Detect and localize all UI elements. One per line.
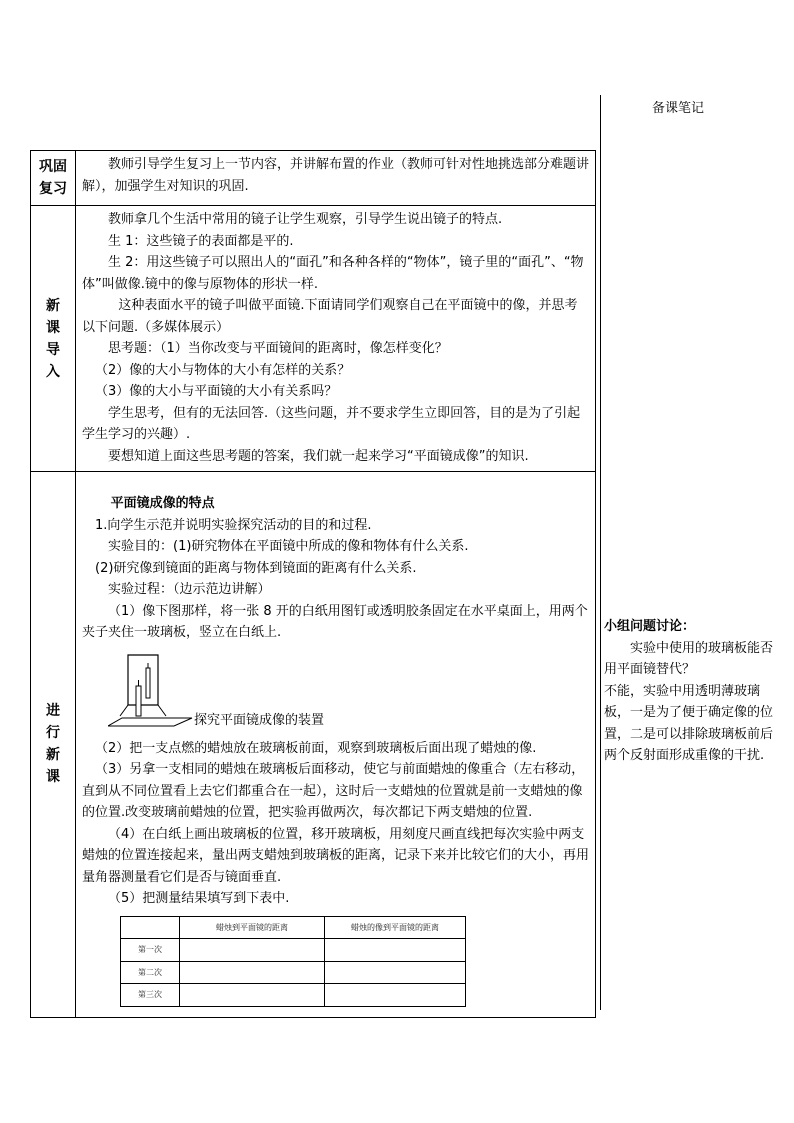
lesson-content — [76, 472, 596, 1018]
mirror-apparatus-figure — [82, 650, 589, 736]
intro-paragraph: 生 1：这些镜子的表面都是平的. — [108, 233, 294, 249]
label-char: 巩固 — [39, 159, 67, 175]
group-discussion-note — [604, 616, 782, 767]
table-cell — [180, 984, 325, 1007]
margin-divider — [600, 95, 601, 1010]
label-char: 导 — [46, 341, 60, 358]
lesson-plan-table — [30, 150, 596, 1018]
label-char: 新 — [46, 297, 60, 314]
discussion-answer: 不能，实验中用透明薄玻璃板，一是为了便于确定像的位置，二是可以排除玻璃板前后两个反射面形成重像的干扰. — [604, 683, 774, 763]
label-char: 课 — [46, 319, 60, 336]
label-char: 行 — [46, 725, 60, 742]
table-row — [121, 984, 466, 1007]
review-paragraph: 教师引导学生复习上一节内容，并讲解布置的作业（教师可针对性地挑选部分难题讲解），加强学生对知识的巩固. — [82, 157, 590, 194]
lesson-paragraph: 实验目的：(1)研究物体在平面镜中所成的像和物体有什么关系. — [108, 539, 469, 554]
lesson-paragraph: 实验过程：（边示范边讲解） — [108, 582, 271, 597]
table-cell — [325, 961, 466, 984]
table-header-cell: 蜡烛的像到平面镜的距离 — [325, 916, 466, 939]
table-cell — [325, 939, 466, 962]
table-cell — [325, 984, 466, 1007]
section-heading: 平面镜成像的特点 — [110, 496, 215, 511]
table-cell: 第二次 — [121, 961, 180, 984]
review-content — [76, 151, 596, 206]
lesson-paragraph: （4）在白纸上画出玻璃板的位置，移开玻璃板，用刻度尺画直线把每次实验中两支蜡烛的位置连接起来，量出两支蜡烛到玻璃板的距离，记录下来并比较它们的大小，再用量角器测量看它们是否与镜面垂直. — [82, 826, 590, 885]
lesson-paragraph: （5）把测量结果填写到下表中. — [108, 891, 290, 906]
intro-label — [31, 206, 76, 472]
label-char: 新 — [46, 747, 60, 764]
intro-paragraph: （3）像的大小与平面镜的大小有关系吗？ — [95, 384, 338, 399]
table-cell: 第三次 — [121, 984, 180, 1007]
intro-row — [31, 206, 596, 472]
lesson-paragraph: (2)研究像到镜面的距离与物体到镜面的距离有什么关系. — [95, 560, 417, 576]
table-row — [121, 961, 466, 984]
table-header-row — [121, 916, 466, 939]
intro-content — [76, 206, 596, 472]
intro-paragraph: 教师拿几个生活中常用的镜子让学生观察，引导学生说出镜子的特点. — [108, 212, 503, 227]
table-row — [121, 939, 466, 962]
apparatus-drawing — [108, 650, 198, 732]
intro-paragraph: 学生思考，但有的无法回答.（这些问题，并不要求学生立即回答，目的是为了引起学生学习的兴趣）. — [82, 405, 581, 442]
table-cell — [180, 961, 325, 984]
lesson-row — [31, 472, 596, 1018]
review-label — [31, 151, 76, 206]
lesson-paragraph: （1）像下图那样，将一张 8 开的白纸用图钉或透明胶条固定在水平桌面上，用两个夹子夹住一玻璃板，竖立在白纸上. — [82, 603, 588, 640]
table-cell: 第一次 — [121, 939, 180, 962]
intro-paragraph: 要想知道上面这些思考题的答案，我们就一起来学习“平面镜成像”的知识. — [108, 448, 529, 464]
figure-caption: 探究平面镜成像的装置 — [194, 712, 325, 728]
lesson-label — [31, 472, 76, 1018]
label-char: 复习 — [39, 181, 67, 197]
discussion-title: 小组问题讨论： — [604, 619, 696, 634]
table-header-cell — [121, 916, 180, 939]
discussion-question: 实验中使用的玻璃板能否用平面镜替代？ — [604, 640, 774, 677]
label-char: 课 — [46, 769, 60, 786]
intro-paragraph: 生 2：用这些镜子可以照出人的“面孔”和各种各样的“物体”，镜子里的“面孔”、“物体”叫做像.镜中的像与原物体的形状一样. — [82, 255, 584, 292]
intro-paragraph: （2）像的大小与物体的大小有怎样的关系？ — [95, 362, 351, 378]
notes-title: 备课笔记 — [652, 101, 705, 116]
lesson-paragraph: （3）另拿一支相同的蜡烛在玻璃板后面移动，使它与前面蜡烛的像重合（左右移动，直到从不同位置看上去它们都重合在一起），这时后一支蜡烛的位置就是前一支蜡烛的像的位置.改变玻璃前蜡烛的位置，把实验再做两次，每次都记下两支蜡烛的位置. — [82, 762, 585, 820]
intro-paragraph: 这种表面水平的镜子叫做平面镜.下面请同学们观察自己在平面镜中的像，并思考以下问题.（多媒体展示） — [82, 298, 578, 335]
review-row — [31, 151, 596, 206]
intro-paragraph: 思考题：（1）当你改变与平面镜间的距离时，像怎样变化？ — [108, 341, 448, 356]
lesson-paragraph: （2）把一支点燃的蜡烛放在玻璃板前面，观察到玻璃板后面出现了蜡烛的像. — [95, 740, 537, 756]
table-header-cell: 蜡烛到平面镜的距离 — [180, 916, 325, 939]
label-char: 进 — [46, 703, 60, 720]
label-char: 入 — [46, 363, 60, 380]
table-cell — [180, 939, 325, 962]
lesson-paragraph: 1.向学生示范并说明实验探究活动的目的和过程. — [95, 517, 372, 533]
measurement-table — [120, 916, 466, 1007]
